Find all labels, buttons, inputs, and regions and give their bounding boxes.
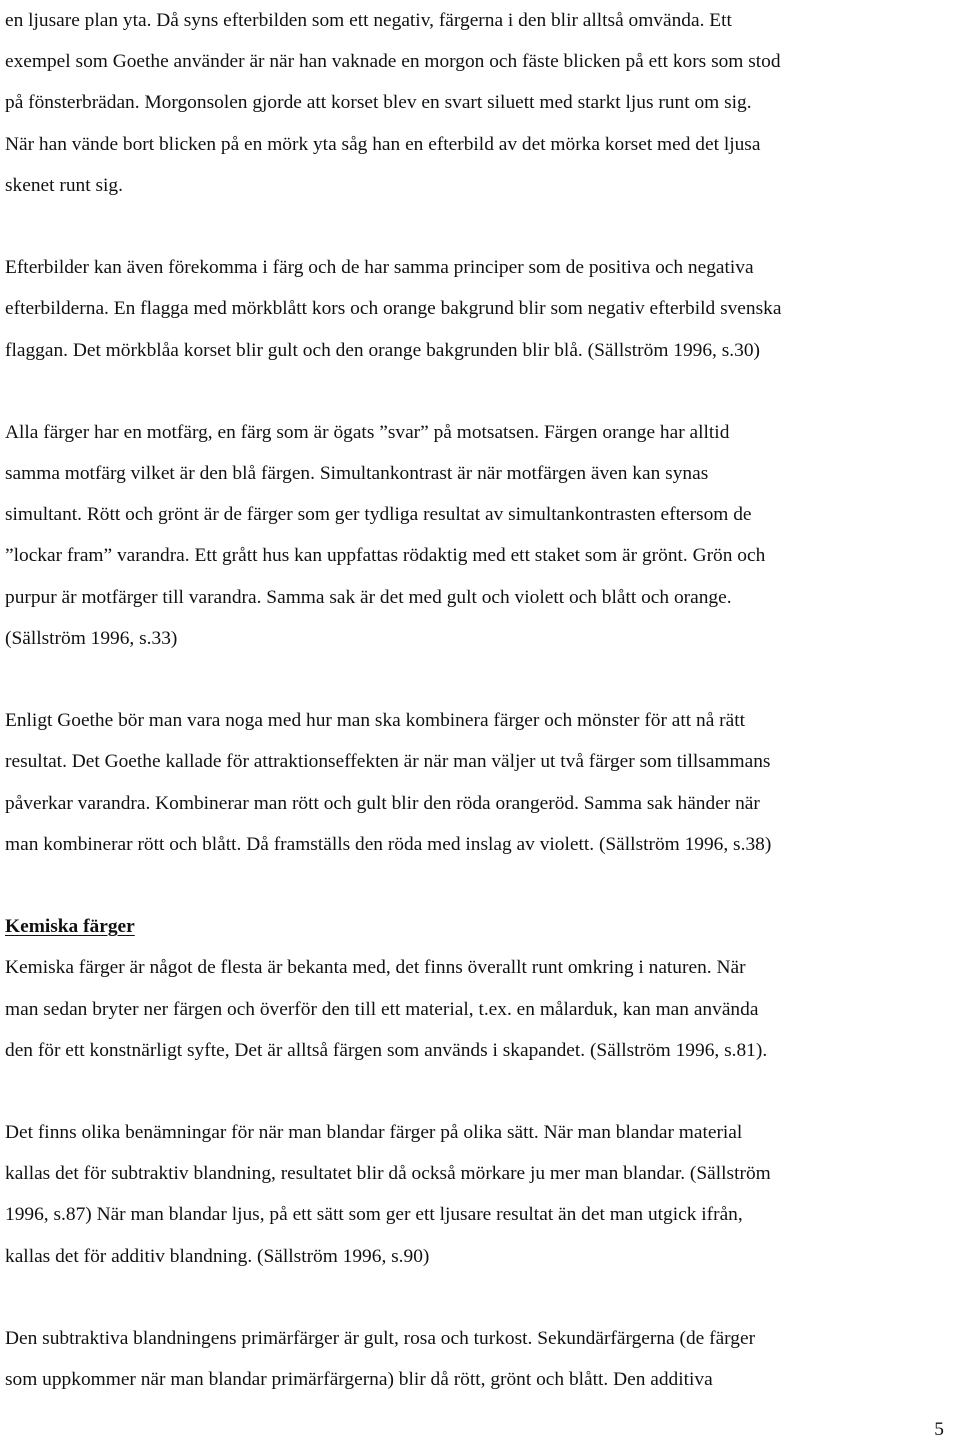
text-line: Alla färger har en motfärg, en färg som är ögats ”svar” på motsatsen. Färgen orange har alltid bbox=[5, 421, 730, 443]
paragraph-gap bbox=[5, 371, 957, 412]
text-line: Den subtraktiva blandningens primärfärger är gult, rosa och turkost. Sekundärfärgerna (de färger bbox=[5, 1328, 756, 1350]
paragraph-attraction-effect bbox=[5, 700, 957, 865]
section-heading: Kemiska färger bbox=[5, 916, 135, 938]
paragraph-gap bbox=[5, 659, 957, 700]
text-line: 1996, s.87) När man blandar ljus, på ett sätt som ger ett ljusare resultat än det man utgick ifrån, bbox=[5, 1204, 743, 1226]
text-line: Efterbilder kan även förekomma i färg och de har samma principer som de positiva och negativa bbox=[5, 257, 754, 279]
text-line: samma motfärg vilket är den blå färgen. Simultankontrast är när motfärgen även kan synas bbox=[5, 463, 709, 485]
text-line: Det finns olika benämningar för när man blandar färger på olika sätt. När man blandar material bbox=[5, 1122, 743, 1144]
paragraph-color-afterimages bbox=[5, 247, 957, 371]
text-line: på fönsterbrädan. Morgonsolen gjorde att korset blev en svart siluett med starkt ljus runt om sig. bbox=[5, 92, 752, 114]
text-line: den för ett konstnärligt syfte, Det är alltså färgen som används i skapandet. (Sällström 1996, s.81). bbox=[5, 1039, 768, 1061]
text-line: purpur är motfärger till varandra. Samma sak är det med gult och violett och blått och orange. bbox=[5, 586, 732, 608]
paragraph-gap bbox=[5, 1071, 957, 1112]
text-line: ”lockar fram” varandra. Ett grått hus kan uppfattas rödaktig med ett staket som är grönt. Grön och bbox=[5, 545, 766, 567]
text-line: skenet runt sig. bbox=[5, 174, 123, 196]
text-line: kallas det för subtraktiv blandning, resultatet blir då också mörkare ju mer man blandar. (Sällström bbox=[5, 1163, 771, 1185]
paragraph-afterimage-negative bbox=[5, 0, 957, 206]
text-line: man kombinerar rött och blått. Då framställs den röda med inslag av violett. (Sällström 1996, s.38) bbox=[5, 833, 772, 855]
text-line: flaggan. Det mörkblåa korset blir gult och den orange bakgrunden blir blå. (Sällström 1996, s.30) bbox=[5, 339, 760, 361]
text-line: som uppkommer när man blandar primärfärgerna) blir då rött, grönt och blått. Den additiva bbox=[5, 1369, 713, 1391]
paragraph-color-mixing bbox=[5, 1112, 957, 1277]
text-line: påverkar varandra. Kombinerar man rött och gult blir den röda orangeröd. Samma sak händer när bbox=[5, 792, 760, 814]
text-line: Enligt Goethe bör man vara noga med hur man ska kombinera färger och mönster för att nå rätt bbox=[5, 710, 746, 732]
paragraph-chemical-colors bbox=[5, 947, 957, 1071]
paragraph-gap bbox=[5, 1277, 957, 1318]
text-line: exempel som Goethe använder är när han vaknade en morgon och fäste blicken på ett kors som stod bbox=[5, 51, 781, 73]
paragraph-gap bbox=[5, 865, 957, 906]
text-line: resultat. Det Goethe kallade för attraktionseffekten är när man väljer ut två färger som tillsammans bbox=[5, 751, 771, 773]
text-line: man sedan bryter ner färgen och överför den till ett material, t.ex. en målarduk, kan man använda bbox=[5, 998, 759, 1020]
paragraph-gap bbox=[5, 206, 957, 247]
paragraph-complementary-colors bbox=[5, 412, 957, 659]
text-line: Kemiska färger är något de flesta är bekanta med, det finns överallt runt omkring i naturen. När bbox=[5, 957, 746, 979]
page-number: 5 bbox=[934, 1419, 944, 1440]
paragraph-primary-colors bbox=[5, 1318, 957, 1400]
text-line: kallas det för additiv blandning. (Sällström 1996, s.90) bbox=[5, 1245, 430, 1267]
text-line: en ljusare plan yta. Då syns efterbilden som ett negativ, färgerna i den blir alltså omvända. Ett bbox=[5, 10, 732, 31]
text-line: efterbilderna. En flagga med mörkblått kors och orange bakgrund blir som negativ efterbild svenska bbox=[5, 298, 782, 320]
document-page bbox=[5, 0, 957, 1400]
text-line: simultant. Rött och grönt är de färger som ger tydliga resultat av simultankontrasten eftersom de bbox=[5, 504, 752, 526]
text-line: (Sällström 1996, s.33) bbox=[5, 627, 178, 649]
text-line: När han vände bort blicken på en mörk yta såg han en efterbild av det mörka korset med det ljusa bbox=[5, 133, 761, 155]
